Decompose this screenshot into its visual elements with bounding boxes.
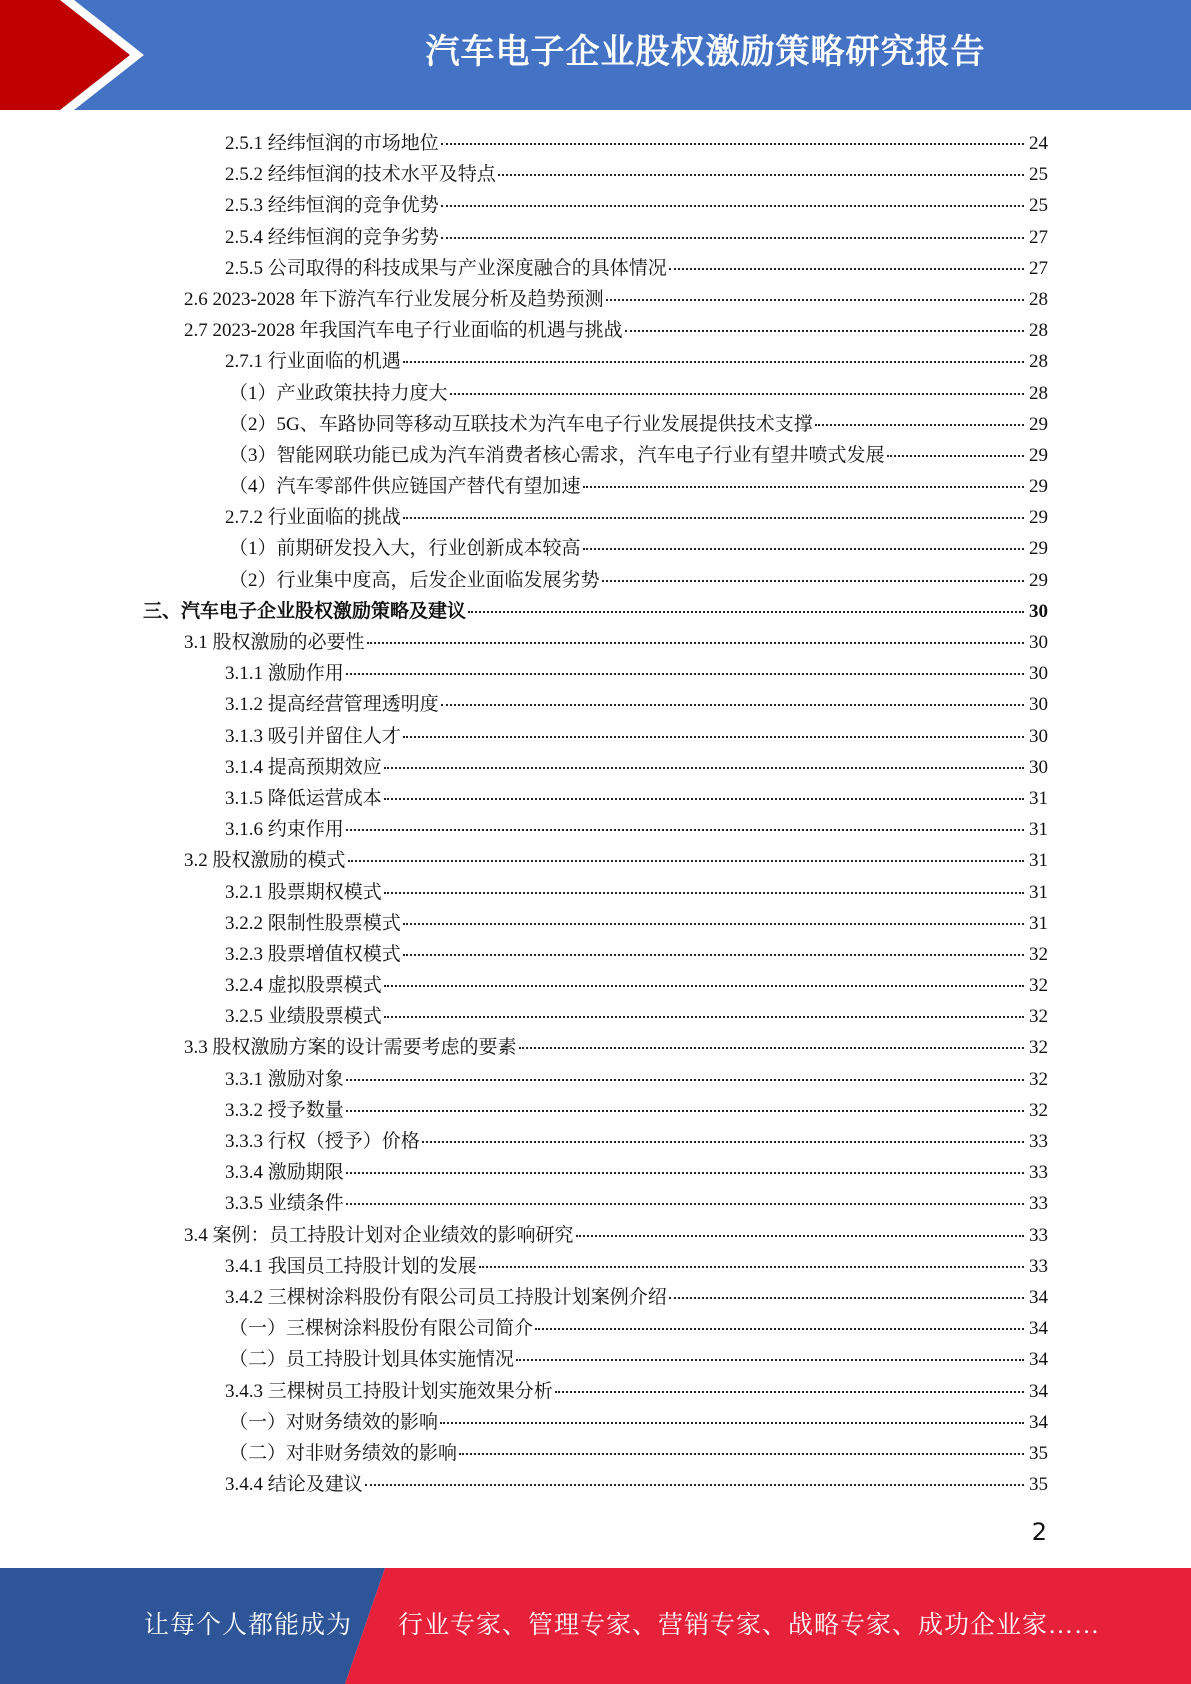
toc-dot-leader <box>384 797 1024 800</box>
toc-entry-title: 3.3.5 业绩条件 <box>225 1193 344 1215</box>
toc-dot-leader <box>365 1483 1024 1486</box>
toc-entry-title: （二）对非财务绩效的影响 <box>229 1442 458 1464</box>
toc-entry-title: （3）智能网联功能已成为汽车消费者核心需求，汽车电子行业有望井喷式发展 <box>229 444 885 466</box>
toc-entry-title: 2.5.5 公司取得的科技成果与产业深度融合的具体情况 <box>225 257 667 279</box>
toc-entry-title: 2.5.1 经纬恒润的市场地位 <box>225 133 439 154</box>
toc-entry-page: 34 <box>1029 1349 1048 1371</box>
toc-entry-page: 31 <box>1029 819 1048 841</box>
toc-dot-leader <box>403 922 1024 925</box>
toc-dot-leader <box>479 1265 1024 1268</box>
toc-dot-leader <box>606 298 1024 301</box>
toc-entry-page: 30 <box>1029 632 1048 653</box>
toc-dot-leader <box>346 1202 1024 1205</box>
toc-entry[interactable] <box>0 128 1048 159</box>
toc-entry[interactable] <box>0 1095 1048 1126</box>
toc-entry-page: 34 <box>1029 1286 1048 1308</box>
toc-entry[interactable] <box>0 1064 1048 1095</box>
toc-entry[interactable] <box>0 1126 1048 1157</box>
toc-entry-title: 3.3.2 授予数量 <box>225 1099 344 1121</box>
toc-dot-leader <box>459 1452 1024 1455</box>
toc-entry[interactable] <box>0 939 1048 970</box>
toc-entry[interactable] <box>0 627 1048 658</box>
toc-dot-leader <box>625 329 1024 332</box>
toc-entry-page: 33 <box>1029 1193 1048 1215</box>
toc-dot-leader <box>450 392 1024 395</box>
toc-entry-title: 3.1 股权激励的必要性 <box>184 632 365 653</box>
toc-entry-title: （二）员工持股计划具体实施情况 <box>229 1349 515 1371</box>
toc-entry-title: 3.2.2 限制性股票模式 <box>225 912 401 934</box>
footer-tagline: 行业专家、管理专家、营销专家、战略专家、成功企业家…… <box>398 1612 1101 1639</box>
toc-entry-page: 32 <box>1029 1006 1048 1028</box>
toc-entry[interactable] <box>0 1251 1048 1282</box>
page-number: 2 <box>1031 1518 1047 1546</box>
toc-entry-title: 3.1.6 约束作用 <box>225 819 344 841</box>
toc-entry-title: 2.6 2023-2028 年下游汽车行业发展分析及趋势预测 <box>184 288 604 310</box>
toc-dot-leader <box>384 1015 1024 1018</box>
toc-entry[interactable] <box>0 814 1048 845</box>
toc-entry[interactable] <box>0 1313 1048 1344</box>
toc-entry-page: 33 <box>1029 1131 1048 1152</box>
toc-entry-title: 3.3.1 激励对象 <box>225 1068 344 1090</box>
toc-dot-leader <box>403 516 1024 519</box>
footer-slogan: 让每个人都能成为 <box>144 1612 353 1639</box>
toc-entry[interactable] <box>0 159 1048 190</box>
toc-entry-title: 3.1.5 降低运营成本 <box>225 787 382 809</box>
toc-entry-page: 34 <box>1029 1411 1048 1433</box>
toc-entry[interactable] <box>0 1407 1048 1438</box>
toc-entry-page: 31 <box>1029 850 1048 872</box>
toc-dot-leader <box>602 579 1024 582</box>
toc-entry[interactable] <box>0 378 1048 409</box>
report-title: 汽车电子企业股权激励策略研究报告 <box>425 32 986 72</box>
toc-dot-leader <box>498 173 1024 176</box>
toc-entry-title: 2.7.1 行业面临的机遇 <box>225 351 401 373</box>
toc-entry-title: 2.7 2023-2028 年我国汽车电子行业面临的机遇与挑战 <box>184 320 623 342</box>
toc-entry-title: 2.5.3 经纬恒润的竞争优势 <box>225 195 439 217</box>
toc-entry-page: 29 <box>1029 413 1048 435</box>
toc-entry-page: 32 <box>1029 975 1048 997</box>
table-of-contents <box>0 128 1191 1500</box>
toc-entry-page: 30 <box>1029 600 1048 622</box>
toc-entry-page: 30 <box>1029 663 1048 685</box>
toc-entry-title: （1）产业政策扶持力度大 <box>229 382 448 404</box>
toc-dot-leader <box>346 1078 1024 1081</box>
toc-dot-leader <box>348 859 1024 862</box>
toc-entry-title: 2.5.4 经纬恒润的竞争劣势 <box>225 226 439 248</box>
toc-entry[interactable] <box>0 1188 1048 1219</box>
toc-dot-leader <box>441 142 1024 145</box>
toc-dot-leader <box>669 1296 1024 1299</box>
toc-dot-leader <box>519 1046 1024 1049</box>
toc-entry-title: 3.1.3 吸引并留住人才 <box>225 725 401 747</box>
toc-entry[interactable] <box>0 253 1048 284</box>
toc-entry-title: 3.2 股权激励的模式 <box>184 850 346 872</box>
toc-entry-page: 30 <box>1029 756 1048 778</box>
toc-entry-page: 28 <box>1029 351 1048 373</box>
toc-dot-leader <box>346 828 1024 831</box>
toc-entry[interactable] <box>0 908 1048 939</box>
toc-entry-page: 35 <box>1029 1474 1048 1496</box>
toc-entry[interactable] <box>0 1438 1048 1469</box>
toc-dot-leader <box>441 204 1024 207</box>
toc-entry-page: 29 <box>1029 444 1048 466</box>
toc-entry[interactable] <box>0 346 1048 377</box>
toc-entry[interactable] <box>0 845 1048 876</box>
toc-entry[interactable] <box>0 658 1048 689</box>
toc-entry-page: 32 <box>1029 1068 1048 1090</box>
toc-entry-page: 25 <box>1029 164 1048 186</box>
toc-entry[interactable] <box>0 689 1048 720</box>
toc-entry[interactable] <box>0 1032 1048 1063</box>
toc-entry-page: 28 <box>1029 320 1048 342</box>
toc-entry-title: （1）前期研发投入大，行业创新成本较高 <box>229 538 581 560</box>
toc-dot-leader <box>403 953 1024 956</box>
toc-entry-page: 30 <box>1029 694 1048 716</box>
toc-entry-page: 31 <box>1029 881 1048 903</box>
toc-dot-leader <box>669 267 1024 270</box>
toc-entry-page: 29 <box>1029 538 1048 560</box>
toc-entry-page: 29 <box>1029 507 1048 529</box>
toc-entry-page: 29 <box>1029 569 1048 591</box>
toc-entry-title: 3.4.1 我国员工持股计划的发展 <box>225 1255 477 1277</box>
toc-entry-title: 3.3.3 行权（授予）价格 <box>225 1131 420 1152</box>
toc-entry[interactable] <box>0 1220 1048 1251</box>
toc-entry[interactable] <box>0 877 1048 908</box>
toc-entry-title: （一）对财务绩效的影响 <box>229 1411 439 1433</box>
toc-dot-leader <box>576 1234 1024 1237</box>
toc-entry-page: 33 <box>1029 1162 1048 1184</box>
toc-entry-page: 32 <box>1029 1099 1048 1121</box>
toc-entry[interactable] <box>0 783 1048 814</box>
toc-entry-title: 3.2.1 股票期权模式 <box>225 881 382 903</box>
toc-dot-leader <box>346 1109 1024 1112</box>
toc-entry-title: （4）汽车零部件供应链国产替代有望加速 <box>229 476 581 498</box>
toc-entry-title: 2.5.2 经纬恒润的技术水平及特点 <box>225 164 496 186</box>
toc-entry[interactable] <box>0 315 1048 346</box>
toc-entry-title: 3.1.4 提高预期效应 <box>225 756 382 778</box>
toc-entry[interactable] <box>0 565 1048 596</box>
toc-entry[interactable] <box>0 533 1048 564</box>
toc-entry[interactable] <box>0 1282 1048 1313</box>
toc-entry-page: 33 <box>1029 1224 1048 1246</box>
page-footer <box>0 1568 1191 1684</box>
toc-entry[interactable] <box>0 970 1048 1001</box>
toc-dot-leader <box>468 610 1024 613</box>
toc-entry[interactable] <box>0 1157 1048 1188</box>
toc-dot-leader <box>815 423 1024 426</box>
toc-dot-leader <box>887 454 1024 457</box>
toc-dot-leader <box>583 485 1024 488</box>
toc-entry-page: 24 <box>1029 133 1048 154</box>
toc-entry-title: （2）5G、车路协同等移动互联技术为汽车电子行业发展提供技术支撑 <box>229 413 813 435</box>
toc-entry-title: 3.2.3 股票增值权模式 <box>225 943 401 965</box>
toc-entry[interactable] <box>0 1469 1048 1500</box>
toc-entry-page: 25 <box>1029 195 1048 217</box>
toc-entry[interactable] <box>0 284 1048 315</box>
toc-entry-title: 3.4.4 结论及建议 <box>225 1474 363 1496</box>
toc-entry-title: （2）行业集中度高，后发企业面临发展劣势 <box>229 569 600 591</box>
toc-dot-leader <box>367 641 1024 644</box>
toc-entry-page: 27 <box>1029 257 1048 279</box>
toc-entry-page: 27 <box>1029 226 1048 248</box>
toc-entry-page: 34 <box>1029 1380 1048 1402</box>
toc-entry-page: 32 <box>1029 943 1048 965</box>
toc-dot-leader <box>403 735 1024 738</box>
toc-dot-leader <box>583 547 1024 550</box>
toc-entry-title: 3.2.4 虚拟股票模式 <box>225 975 382 997</box>
toc-dot-leader <box>516 1358 1024 1361</box>
page-header <box>0 0 1191 110</box>
toc-dot-leader <box>403 360 1024 363</box>
toc-entry-page: 34 <box>1029 1318 1048 1340</box>
toc-entry[interactable] <box>0 596 1048 627</box>
toc-entry-page: 31 <box>1029 787 1048 809</box>
toc-entry[interactable] <box>0 190 1048 221</box>
toc-entry[interactable] <box>0 222 1048 253</box>
toc-entry-page: 29 <box>1029 476 1048 498</box>
toc-dot-leader <box>441 703 1024 706</box>
toc-entry-title: 3.4.2 三棵树涂料股份有限公司员工持股计划案例介绍 <box>225 1286 667 1308</box>
toc-dot-leader <box>384 984 1024 987</box>
toc-entry-title: 3.3 股权激励方案的设计需要考虑的要素 <box>184 1037 517 1059</box>
toc-entry-page: 35 <box>1029 1442 1048 1464</box>
toc-dot-leader <box>384 766 1024 769</box>
toc-entry-title: （一）三棵树涂料股份有限公司简介 <box>229 1318 534 1340</box>
toc-entry-page: 33 <box>1029 1255 1048 1277</box>
toc-entry-page: 30 <box>1029 725 1048 747</box>
toc-entry[interactable] <box>0 752 1048 783</box>
toc-entry[interactable] <box>0 440 1048 471</box>
toc-dot-leader <box>535 1327 1024 1330</box>
toc-dot-leader <box>441 236 1024 239</box>
toc-entry-page: 31 <box>1029 912 1048 934</box>
toc-entry-title: 三、汽车电子企业股权激励策略及建议 <box>143 600 467 622</box>
toc-entry-title: 3.4.3 三棵树员工持股计划实施效果分析 <box>225 1380 553 1402</box>
toc-entry-page: 28 <box>1029 382 1048 404</box>
toc-dot-leader <box>555 1390 1024 1393</box>
toc-entry-title: 3.1.2 提高经营管理透明度 <box>225 694 439 716</box>
toc-entry[interactable] <box>0 1376 1048 1407</box>
toc-entry[interactable] <box>0 721 1048 752</box>
toc-entry-title: 2.7.2 行业面临的挑战 <box>225 507 401 529</box>
toc-dot-leader <box>384 891 1024 894</box>
toc-entry-title: 3.1.1 激励作用 <box>225 663 344 685</box>
toc-dot-leader <box>346 672 1024 675</box>
toc-entry[interactable] <box>0 502 1048 533</box>
toc-dot-leader <box>346 1171 1024 1174</box>
toc-entry-title: 3.3.4 激励期限 <box>225 1162 344 1184</box>
toc-entry[interactable] <box>0 409 1048 440</box>
toc-entry-title: 3.4 案例：员工持股计划对企业绩效的影响研究 <box>184 1224 574 1246</box>
toc-entry-page: 28 <box>1029 288 1048 310</box>
toc-entry-page: 32 <box>1029 1037 1048 1059</box>
toc-entry[interactable] <box>0 471 1048 502</box>
toc-dot-leader <box>422 1140 1024 1143</box>
toc-entry[interactable] <box>0 1001 1048 1032</box>
toc-dot-leader <box>440 1421 1024 1424</box>
toc-entry-title: 3.2.5 业绩股票模式 <box>225 1006 382 1028</box>
toc-entry[interactable] <box>0 1344 1048 1375</box>
